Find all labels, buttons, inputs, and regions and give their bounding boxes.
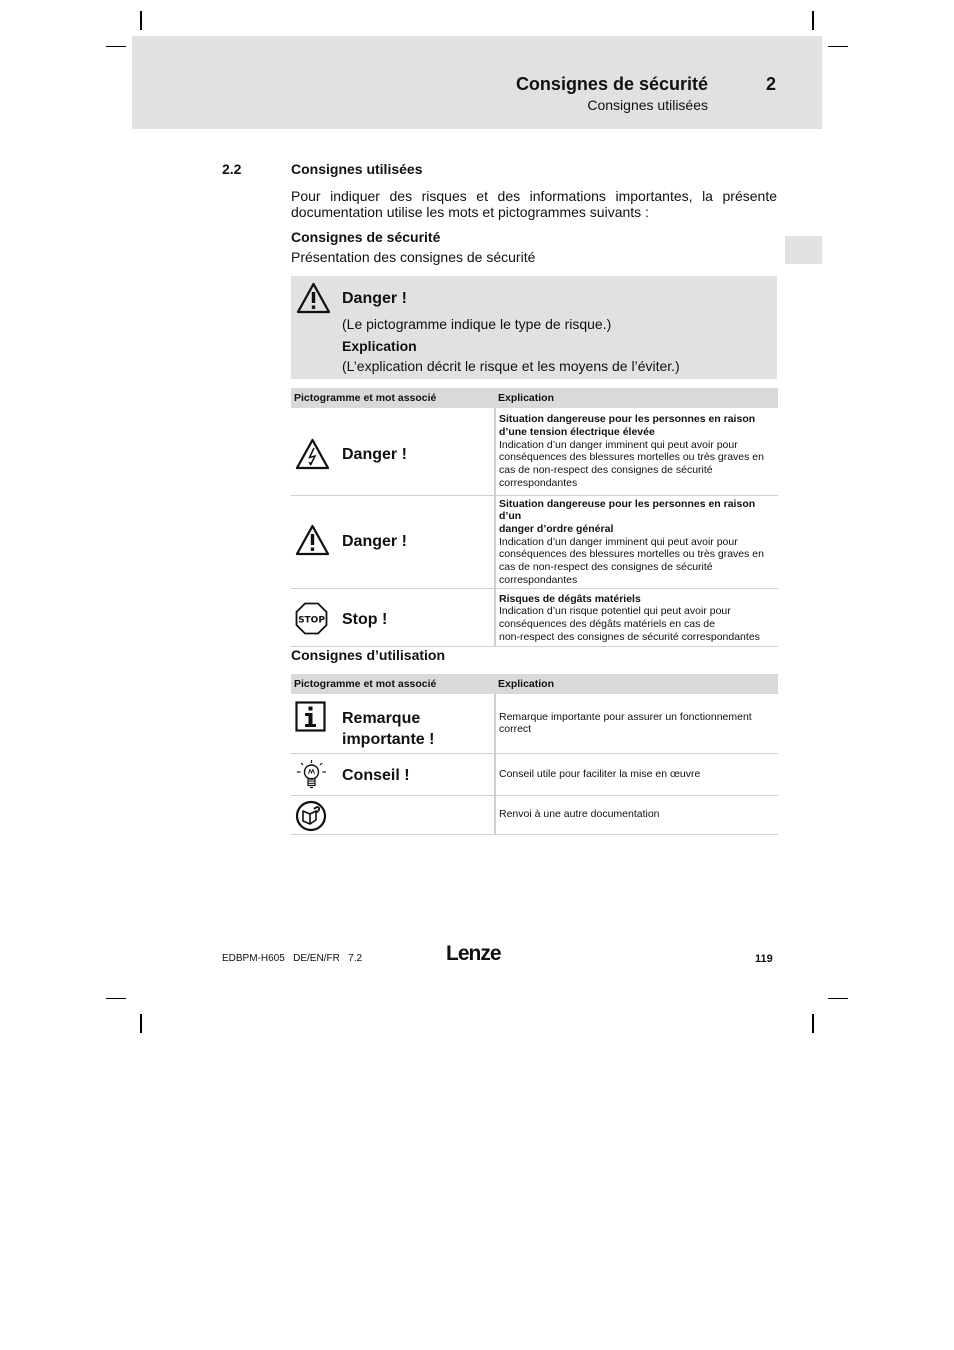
- section-number: 2.2: [222, 161, 242, 177]
- chapter-title: Consignes de sécurité: [515, 74, 708, 94]
- safety-heading: Consignes de sécurité: [291, 229, 441, 245]
- chapter-number: 2: [766, 74, 777, 94]
- column-header: Pictogramme et mot associé: [291, 388, 495, 408]
- electric-hazard-icon: [295, 438, 330, 470]
- section-subtitle: Consignes utilisées: [587, 97, 708, 113]
- row-description: cas de non-respect des consignes de sécurité: [499, 561, 713, 574]
- stop-sign-icon: [295, 602, 328, 635]
- crop-mark: [812, 1014, 814, 1033]
- explanation-label: Explication: [342, 338, 417, 354]
- table-row: [291, 795, 778, 834]
- row-description: correspondantes: [499, 573, 578, 586]
- row-description: Indication d’un risque potentiel qui peut avoir pour: [499, 605, 731, 618]
- general-hazard-icon: [295, 524, 330, 556]
- safety-subheading: Présentation des consignes de sécurité: [291, 249, 536, 265]
- explanation-text: (L’explication décrit le risque et les moyens de l’éviter.): [342, 358, 680, 374]
- row-title: d’une tension électrique élevée: [499, 425, 655, 438]
- table-row: [291, 694, 778, 753]
- brand-logo: Lenze: [446, 942, 501, 965]
- row-description: Remarque importante pour assurer un fonctionnement: [499, 710, 752, 723]
- danger-example-box: [291, 276, 777, 379]
- crop-mark: [140, 1014, 142, 1033]
- row-title: danger d’ordre général: [499, 522, 614, 535]
- reference-icon: [295, 800, 327, 832]
- row-description: non-respect des consignes de sécurité correspondantes: [499, 630, 760, 643]
- danger-word: Danger !: [342, 290, 407, 307]
- crop-mark: [812, 11, 814, 30]
- signal-word: Conseil !: [342, 766, 410, 784]
- info-icon: [295, 701, 326, 732]
- usage-heading: Consignes d’utilisation: [291, 647, 446, 663]
- section-title: Consignes utilisées: [291, 161, 423, 177]
- row-description: cas de non-respect des consignes de sécurité: [499, 463, 713, 476]
- page-number: 119: [755, 953, 773, 965]
- table-row: [291, 408, 778, 495]
- row-description: correct: [499, 723, 532, 736]
- side-tab: [785, 236, 822, 264]
- column-header: Explication: [495, 388, 778, 408]
- row-description: correspondantes: [499, 476, 578, 489]
- table-row: [291, 495, 778, 589]
- signal-word: Remarque: [342, 710, 421, 727]
- table-row: [291, 753, 778, 795]
- safety-table: [291, 388, 778, 647]
- danger-note: (Le pictogramme indique le type de risque.): [342, 316, 612, 332]
- signal-word: importante !: [342, 731, 435, 748]
- signal-word: Danger !: [342, 532, 407, 550]
- table-row: [291, 589, 778, 647]
- signal-word: Danger !: [342, 446, 407, 463]
- general-hazard-icon: [296, 282, 331, 314]
- signal-word: Stop !: [342, 611, 388, 629]
- row-title: Risques de dégâts matériels: [499, 592, 641, 605]
- row-title: Situation dangereuse pour les personnes en raison: [499, 413, 756, 426]
- row-description: Indication d’un danger imminent qui peut avoir pour: [499, 438, 738, 451]
- crop-mark: [106, 46, 126, 47]
- crop-mark: [828, 46, 848, 47]
- usage-table: [291, 674, 778, 835]
- row-description: Indication d’un danger imminent qui peut avoir pour: [499, 535, 738, 548]
- intro-paragraph: Pour indiquer des risques et des informations importantes, la présente documentation utilise les mots et pictogrammes suivants :: [291, 188, 777, 220]
- crop-mark: [828, 998, 848, 999]
- column-header: Explication: [495, 674, 778, 694]
- header-band: [132, 36, 822, 129]
- doc-code: EDBPM-H605 DE/EN/FR 7.2: [222, 953, 363, 964]
- column-header: Pictogramme et mot associé: [291, 674, 495, 694]
- crop-mark: [106, 998, 126, 999]
- row-description: Renvoi à une autre documentation: [495, 795, 778, 834]
- row-description: Conseil utile pour faciliter la mise en œuvre: [495, 753, 778, 795]
- crop-mark: [140, 11, 142, 30]
- row-description: conséquences des blessures mortelles ou très graves en: [499, 548, 764, 561]
- lightbulb-icon: [295, 759, 328, 791]
- stop-sign-text: STOP: [298, 615, 325, 626]
- row-title: Situation dangereuse pour les personnes en raison d’un: [499, 497, 756, 523]
- row-description: conséquences des dégâts matériels en cas de: [499, 617, 715, 630]
- row-description: conséquences des blessures mortelles ou très graves en: [499, 451, 764, 464]
